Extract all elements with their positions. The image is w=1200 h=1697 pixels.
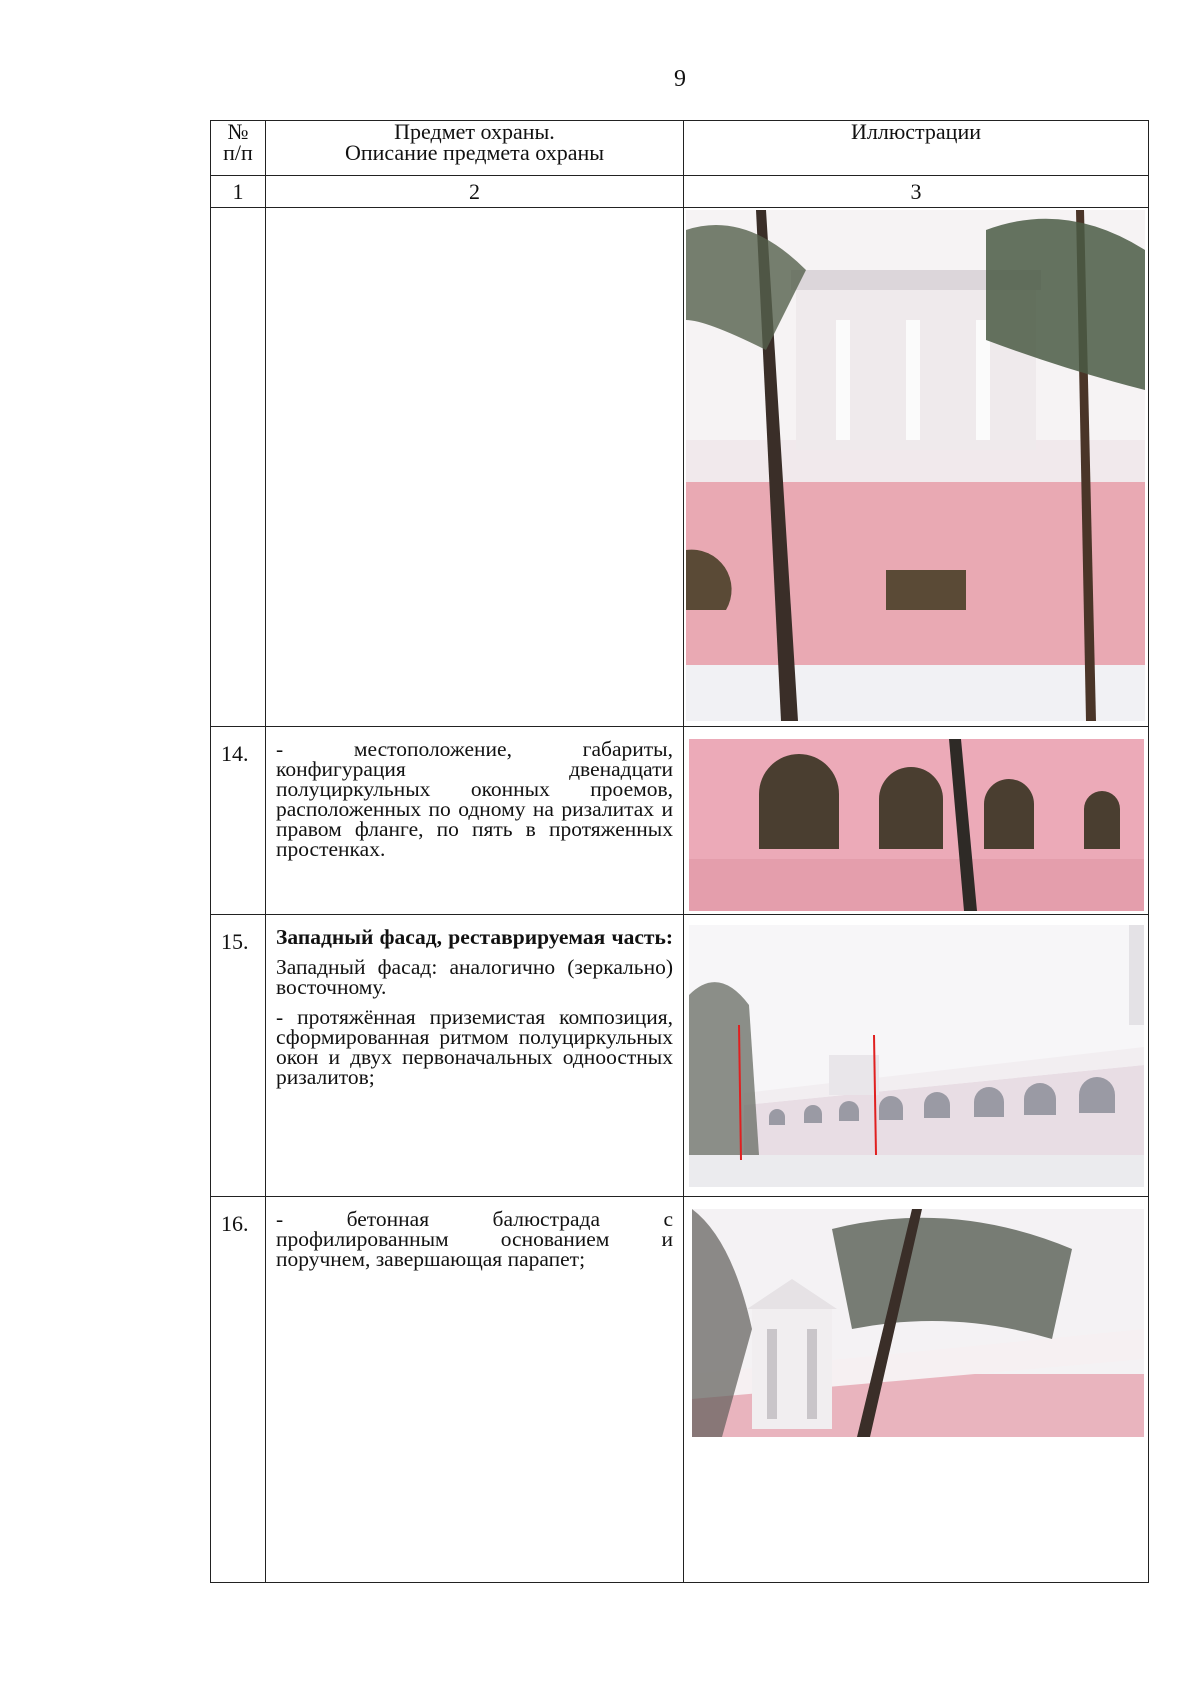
header-subject: Предмет охраны. Описание предмета охраны	[266, 121, 684, 176]
description-paragraph: - бетонная балюстрада с профилированным основанием и поручнем, завершающая парапет;	[276, 1207, 673, 1271]
building-corner-photo	[686, 210, 1145, 721]
row-illustration	[684, 915, 1149, 1197]
row-description	[266, 727, 684, 915]
row-illustration	[684, 727, 1149, 915]
header-illustrations: Иллюстрации	[684, 121, 1149, 176]
row-number: 16.	[211, 1197, 266, 1583]
protection-table	[210, 120, 1149, 1583]
table-row	[211, 208, 1149, 727]
row-illustration	[684, 208, 1149, 727]
row-description	[266, 208, 684, 727]
row-description	[266, 915, 684, 1197]
row-number: 14.	[211, 727, 266, 915]
description-paragraph: - местоположение, габариты, конфигурация двенадцати полуциркульных оконных проемов, расположенных по одному на ризалитах и правом фланге, по пять в протяженных простенках.	[276, 737, 673, 861]
table-row	[211, 1197, 1149, 1583]
description-paragraph: Западный фасад: аналогично (зеркально) восточному.	[276, 955, 673, 999]
balustrade-photo	[692, 1209, 1144, 1437]
header-number: № п/п	[211, 121, 266, 176]
column-number: 3	[684, 176, 1149, 208]
row-description	[266, 1197, 684, 1583]
table-row	[211, 915, 1149, 1197]
description-paragraph: - протяжённая приземистая композиция, сформированная ритмом полуциркульных окон и двух первоначальных одноостных ризалитов;	[276, 1005, 673, 1089]
column-number-row	[211, 176, 1149, 208]
column-number: 1	[211, 176, 266, 208]
header-row	[211, 121, 1149, 176]
table-row	[211, 727, 1149, 915]
page-number: 9	[674, 66, 686, 92]
description-heading: Западный фасад, реставрируемая часть:	[276, 925, 673, 949]
west-facade-photo	[689, 925, 1144, 1187]
row-illustration	[684, 1197, 1149, 1583]
row-number	[211, 208, 266, 727]
row-number: 15.	[211, 915, 266, 1197]
column-number: 2	[266, 176, 684, 208]
arched-windows-photo	[689, 739, 1144, 911]
